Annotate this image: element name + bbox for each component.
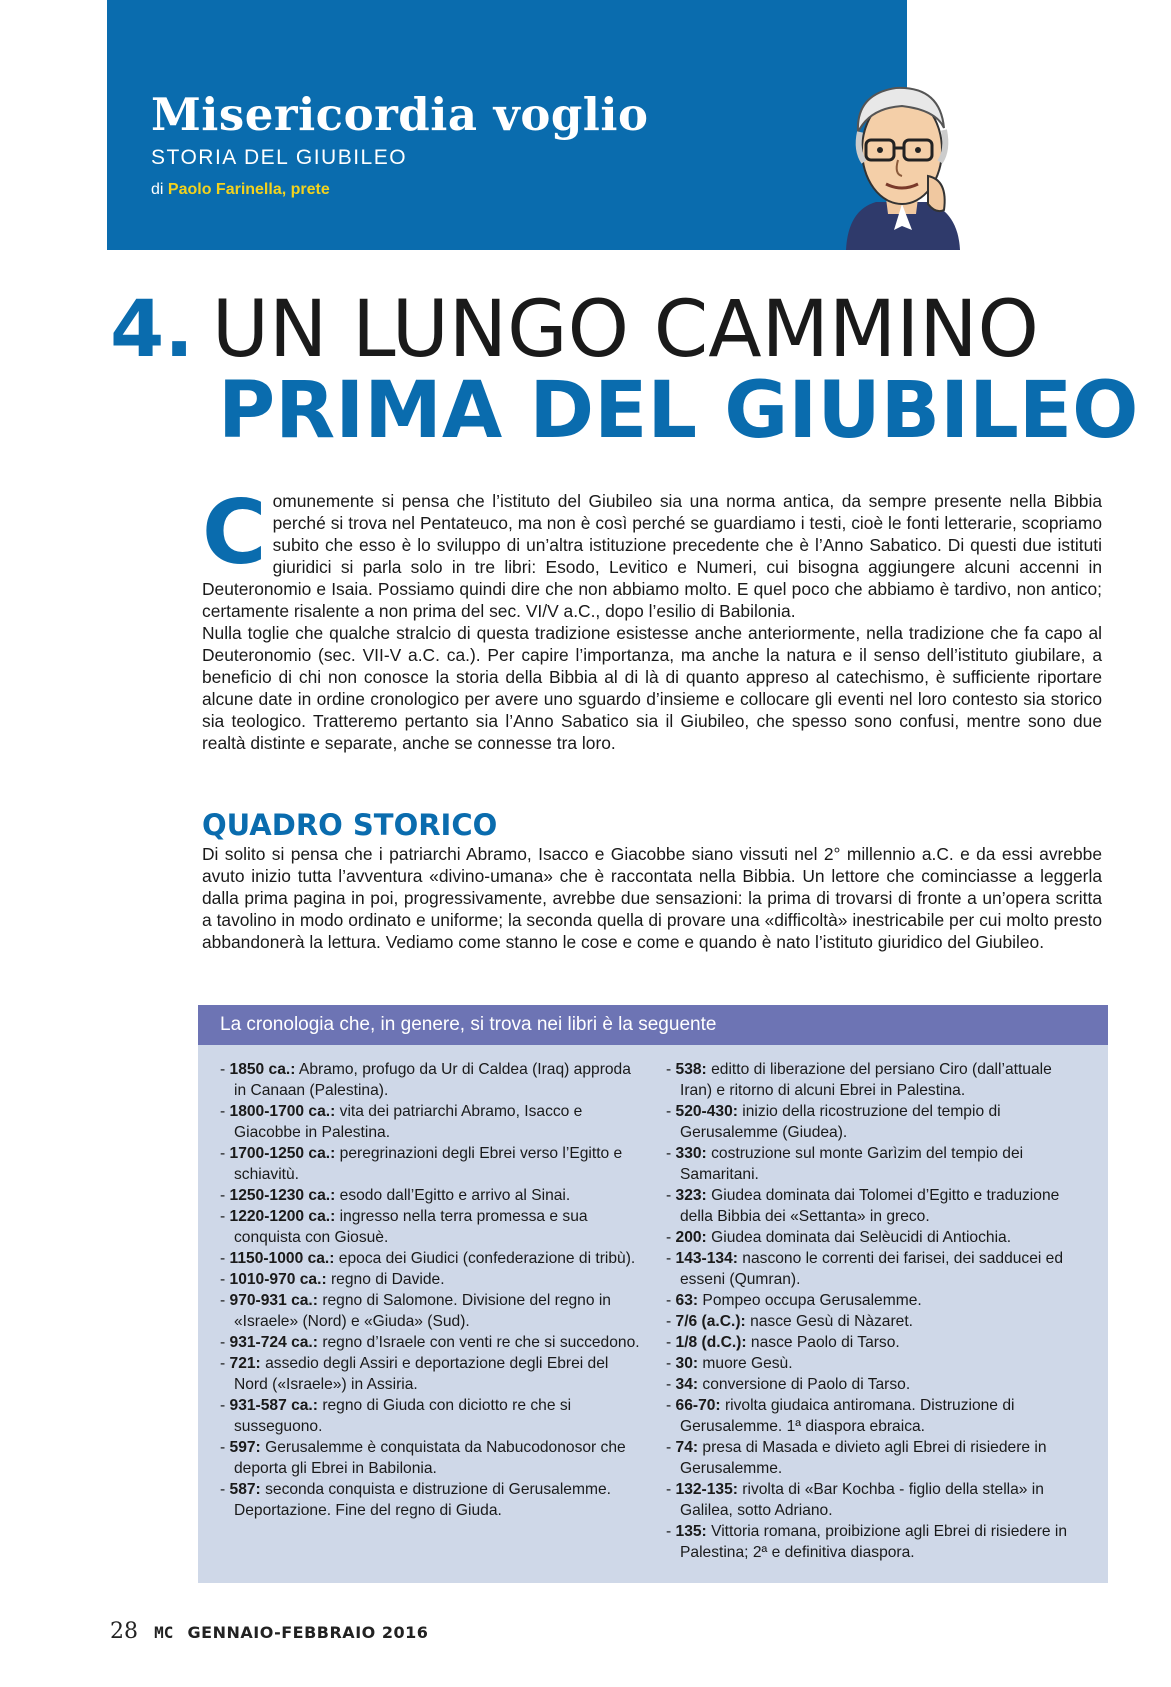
entry-date: 538: [675, 1061, 707, 1078]
chronology-box [198, 1005, 1108, 1583]
entry-date: 931-587 ca.: [229, 1397, 318, 1414]
page-number: 28 [110, 1619, 138, 1644]
chronology-entry: - 587: seconda conquista e distruzione di Gerusalemme. Deportazione. Fine del regno di Giuda. [220, 1481, 611, 1519]
entry-date: 1700-1250 ca.: [229, 1145, 336, 1162]
entry-date: 1220-1200 ca.: [229, 1208, 336, 1225]
entry-text: Gerusalemme è conquistata da Nabucodonosor che deporta gli Ebrei in Babilonia. [234, 1439, 626, 1477]
chronology-entry: - 1/8 (d.C.): nasce Paolo di Tarso. [666, 1334, 900, 1351]
entry-text: editto di liberazione del persiano Ciro (dall’attuale Iran) e ritorno di alcuni Ebrei in Palestina. [680, 1061, 1052, 1099]
series-header [107, 0, 907, 250]
chronology-entry: - 538: editto di liberazione del persiano Ciro (dall’attuale Iran) e ritorno di alcuni Ebrei in Palestina. [666, 1061, 1052, 1099]
chronology-entry: - 63: Pompeo occupa Gerusalemme. [666, 1292, 922, 1309]
entry-text: rivolta di «Bar Kochba - figlio della stella» in Galilea, sotto Adriano. [680, 1481, 1044, 1519]
entry-date: 587: [229, 1481, 261, 1498]
entry-text: conversione di Paolo di Tarso. [702, 1376, 911, 1393]
chronology-entry: - 34: conversione di Paolo di Tarso. [666, 1376, 911, 1393]
entry-text: regno di Salomone. Divisione del regno in «Israele» (Nord) e «Giuda» (Sud). [234, 1292, 611, 1330]
author-portrait-illustration [836, 80, 968, 250]
entry-date: 63: [675, 1292, 699, 1309]
magazine-name: MC [154, 1623, 174, 1642]
title-line-1 [110, 285, 1170, 375]
chronology-entry: - 323: Giudea dominata dai Tolomei d’Egitto e traduzione della Bibbia dei «Settanta» in greco. [666, 1187, 1060, 1225]
entry-text: regno d’Israele con venti re che si succedono. [322, 1334, 640, 1351]
chronology-entry: - 200: Giudea dominata dai Selèucidi di Antiochia. [666, 1229, 1012, 1246]
entry-text: nascono le correnti dei farisei, dei sadducei ed esseni (Qumran). [680, 1250, 1064, 1288]
entry-date: 30: [675, 1355, 699, 1372]
title-line-2: PRIMA DEL GIUBILEO [218, 366, 1139, 456]
entry-text: epoca dei Giudici (confederazione di tribù). [338, 1250, 636, 1267]
author-name: Paolo Farinella, prete [167, 181, 330, 198]
entry-date: 1850 ca.: [229, 1061, 296, 1078]
entry-date: 135: [675, 1523, 707, 1540]
entry-date: 132-135: [675, 1481, 738, 1498]
entry-date: 66-70: [675, 1397, 721, 1414]
chronology-entry: - 597: Gerusalemme è conquistata da Nabucodonosor che deporta gli Ebrei in Babilonia. [220, 1439, 626, 1477]
article-title [110, 285, 1170, 456]
chronology-entry: - 132-135: rivolta di «Bar Kochba - figlio della stella» in Galilea, sotto Adriano. [666, 1481, 1044, 1519]
byline-prefix: di [151, 181, 164, 198]
chronology-entry: - 330: costruzione sul monte Garìzim del tempio dei Samaritani. [666, 1145, 1024, 1183]
intro-paragraph-1-text: omunemente si pensa che l’istituto del Giubileo sia una norma antica, da sempre presente nella Bibbia perché si trova nel Pentateuco, ma non è così perché se guardiamo i testi, cioè le fonti letterarie, scopriamo subito che esso è lo sviluppo di un’altra istituzione precedente che è l’Anno Sabatico. Di questi due istituti giuridici si parla solo in tre libri: Esodo, Levitico e Numeri, cui bisogna aggiungere alcuni accenni in Deuteronomio e Isaia. Possiamo quindi dire che non abbiamo molto. E quel poco che abbiamo è tardivo, non antico; certamente risalente a non prima del sec. VI/V a.C., dopo l’esilio di Babilonia. [202, 491, 1102, 621]
entry-date: 34: [675, 1376, 699, 1393]
chronology-entry: - 1010-970 ca.: regno di Davide. [220, 1271, 445, 1288]
title-line-1-text: UN LUNGO CAMMINO [211, 285, 1039, 375]
entry-date: 931-724 ca.: [229, 1334, 318, 1351]
entry-date: 597: [229, 1439, 261, 1456]
intro-text [202, 481, 1102, 754]
entry-text: Abramo, profugo da Ur di Caldea (Iraq) approda in Canaan (Palestina). [234, 1061, 631, 1099]
entry-date: 74: [675, 1439, 699, 1456]
entry-text: inizio della ricostruzione del tempio di Gerusalemme (Giudea). [680, 1103, 1001, 1141]
byline [151, 181, 330, 199]
entry-text: Pompeo occupa Gerusalemme. [702, 1292, 922, 1309]
entry-date: 143-134: [675, 1250, 738, 1267]
entry-text: assedio degli Assiri e deportazione degli Ebrei del Nord («Israele») in Assiria. [234, 1355, 609, 1393]
chronology-entry: - 1150-1000 ca.: epoca dei Giudici (confederazione di tribù). [220, 1250, 636, 1267]
intro-paragraph-1 [202, 481, 1102, 622]
chronology-heading: La cronologia che, in genere, si trova nei libri è la seguente [198, 1005, 1108, 1045]
entry-text: regno di Giuda con diciotto re che si susseguono. [234, 1397, 572, 1435]
entry-text: muore Gesù. [702, 1355, 793, 1372]
series-subtitle: STORIA DEL GIUBILEO [151, 146, 408, 169]
section-text [202, 843, 1102, 953]
entry-text: regno di Davide. [330, 1271, 445, 1288]
entry-text: nasce Paolo di Tarso. [750, 1334, 900, 1351]
entry-date: 721: [229, 1355, 261, 1372]
entry-date: 323: [675, 1187, 707, 1204]
entry-text: seconda conquista e distruzione di Gerusalemme. Deportazione. Fine del regno di Giuda. [234, 1481, 611, 1519]
entry-text: peregrinazioni degli Ebrei verso l’Egitto e schiavitù. [234, 1145, 623, 1183]
chronology-entry: - 520-430: inizio della ricostruzione del tempio di Gerusalemme (Giudea). [666, 1103, 1001, 1141]
entry-text: Giudea dominata dai Tolomei d’Egitto e traduzione della Bibbia dei «Settanta» in greco. [680, 1187, 1060, 1225]
entry-date: 7/6 (a.C.): [675, 1313, 746, 1330]
chronology-entry: - 1800-1700 ca.: vita dei patriarchi Abramo, Isacco e Giacobbe in Palestina. [220, 1103, 583, 1141]
chronology-entry: - 1850 ca.: Abramo, profugo da Ur di Caldea (Iraq) approda in Canaan (Palestina). [220, 1061, 631, 1099]
chronology-entry: - 143-134: nascono le correnti dei farisei, dei sadducei ed esseni (Qumran). [666, 1250, 1064, 1288]
chronology-entry: - 1700-1250 ca.: peregrinazioni degli Ebrei verso l’Egitto e schiavitù. [220, 1145, 623, 1183]
entry-text: rivolta giudaica antiromana. Distruzione di Gerusalemme. 1ª diaspora ebraica. [680, 1397, 1015, 1435]
section-paragraph: Di solito si pensa che i patriarchi Abramo, Isacco e Giacobbe siano vissuti nel 2° millennio a.C. e da essi avrebbe avuto inizio tutta l’avventura «divino-umana» che è raccontata nella Bibbia. Un lettore che cominciasse a leggerla dalla prima pagina in poi, progressivamente, avrebbe due sensazioni: la prima di trovarsi di fronte a un’opera scritta a tavolino in modo ordinato e uniforme; la seconda quella di provare una «difficoltà» inestricabile per cui molto presto abbandonerà la lettura. Vediamo come stanno le cose e come e quando è nato l’istituto giuridico del Giubileo. [202, 844, 1102, 952]
section-heading: QUADRO STORICO [202, 808, 498, 842]
entry-text: costruzione sul monte Garìzim del tempio dei Samaritani. [680, 1145, 1024, 1183]
entry-text: ingresso nella terra promessa e sua conquista con Giosuè. [234, 1208, 588, 1246]
chronology-column-left [220, 1059, 640, 1521]
article-number: 4. [110, 285, 194, 375]
page-footer [110, 1618, 428, 1644]
chronology-entry: - 74: presa di Masada e divieto agli Ebrei di risiedere in Gerusalemme. [666, 1439, 1047, 1477]
entry-text: nasce Gesù di Nàzaret. [750, 1313, 914, 1330]
chronology-entry: - 7/6 (a.C.): nasce Gesù di Nàzaret. [666, 1313, 914, 1330]
entry-text: esodo dall’Egitto e arrivo al Sinai. [339, 1187, 571, 1204]
chronology-entry: - 1220-1200 ca.: ingresso nella terra promessa e sua conquista con Giosuè. [220, 1208, 588, 1246]
dropcap: C [202, 481, 267, 584]
entry-date: 1010-970 ca.: [229, 1271, 327, 1288]
entry-date: 1800-1700 ca.: [229, 1103, 336, 1120]
chronology-entry: - 135: Vittoria romana, proibizione agli Ebrei di risiedere in Palestina; 2ª e definitiva diaspora. [666, 1523, 1068, 1561]
entry-text: Giudea dominata dai Selèucidi di Antiochia. [711, 1229, 1012, 1246]
entry-date: 520-430: [675, 1103, 738, 1120]
issue-date: GENNAIO-FEBBRAIO 2016 [187, 1623, 429, 1642]
entry-date: 1150-1000 ca.: [229, 1250, 335, 1267]
entry-text: presa di Masada e divieto agli Ebrei di risiedere in Gerusalemme. [680, 1439, 1047, 1477]
entry-text: vita dei patriarchi Abramo, Isacco e Giacobbe in Palestina. [234, 1103, 583, 1141]
chronology-entry: - 30: muore Gesù. [666, 1355, 793, 1372]
chronology-entry: - 1250-1230 ca.: esodo dall’Egitto e arrivo al Sinai. [220, 1187, 571, 1204]
chronology-entry: - 970-931 ca.: regno di Salomone. Divisione del regno in «Israele» (Nord) e «Giuda» (Sud). [220, 1292, 611, 1330]
chronology-entry: - 931-587 ca.: regno di Giuda con diciotto re che si susseguono. [220, 1397, 572, 1435]
entry-text: Vittoria romana, proibizione agli Ebrei di risiedere in Palestina; 2ª e definitiva diaspora. [680, 1523, 1068, 1561]
entry-date: 1/8 (d.C.): [675, 1334, 747, 1351]
entry-date: 1250-1230 ca.: [229, 1187, 336, 1204]
intro-paragraph-2: Nulla toglie che qualche stralcio di questa tradizione esistesse anche anteriormente, nella tradizione che fa capo al Deuteronomio (sec. VII-V a.C. ca.). Per capire l’importanza, ma anche la natura e il senso dell’istituto giubilare, a beneficio di chi non conosce la storia della Bibbia al di là di quanto appreso al catechismo, è sufficiente riportare alcune date in ordine cronologico per avere uno sguardo d’insieme e collocare gli eventi nel loro contesto sia storico sia teologico. Tratteremo pertanto sia l’Anno Sabatico sia il Giubileo, che spesso sono confusi, mentre sono due realtà distinte e separate, anche se connesse tra loro. [202, 623, 1102, 753]
chronology-entry: - 66-70: rivolta giudaica antiromana. Distruzione di Gerusalemme. 1ª diaspora ebraica. [666, 1397, 1015, 1435]
chronology-column-right [666, 1059, 1086, 1563]
series-title: Misericordia voglio [151, 88, 649, 141]
entry-date: 330: [675, 1145, 707, 1162]
entry-date: 200: [675, 1229, 707, 1246]
chronology-entry: - 721: assedio degli Assiri e deportazione degli Ebrei del Nord («Israele») in Assiria. [220, 1355, 609, 1393]
entry-date: 970-931 ca.: [229, 1292, 318, 1309]
chronology-entry: - 931-724 ca.: regno d’Israele con venti re che si succedono. [220, 1334, 640, 1351]
